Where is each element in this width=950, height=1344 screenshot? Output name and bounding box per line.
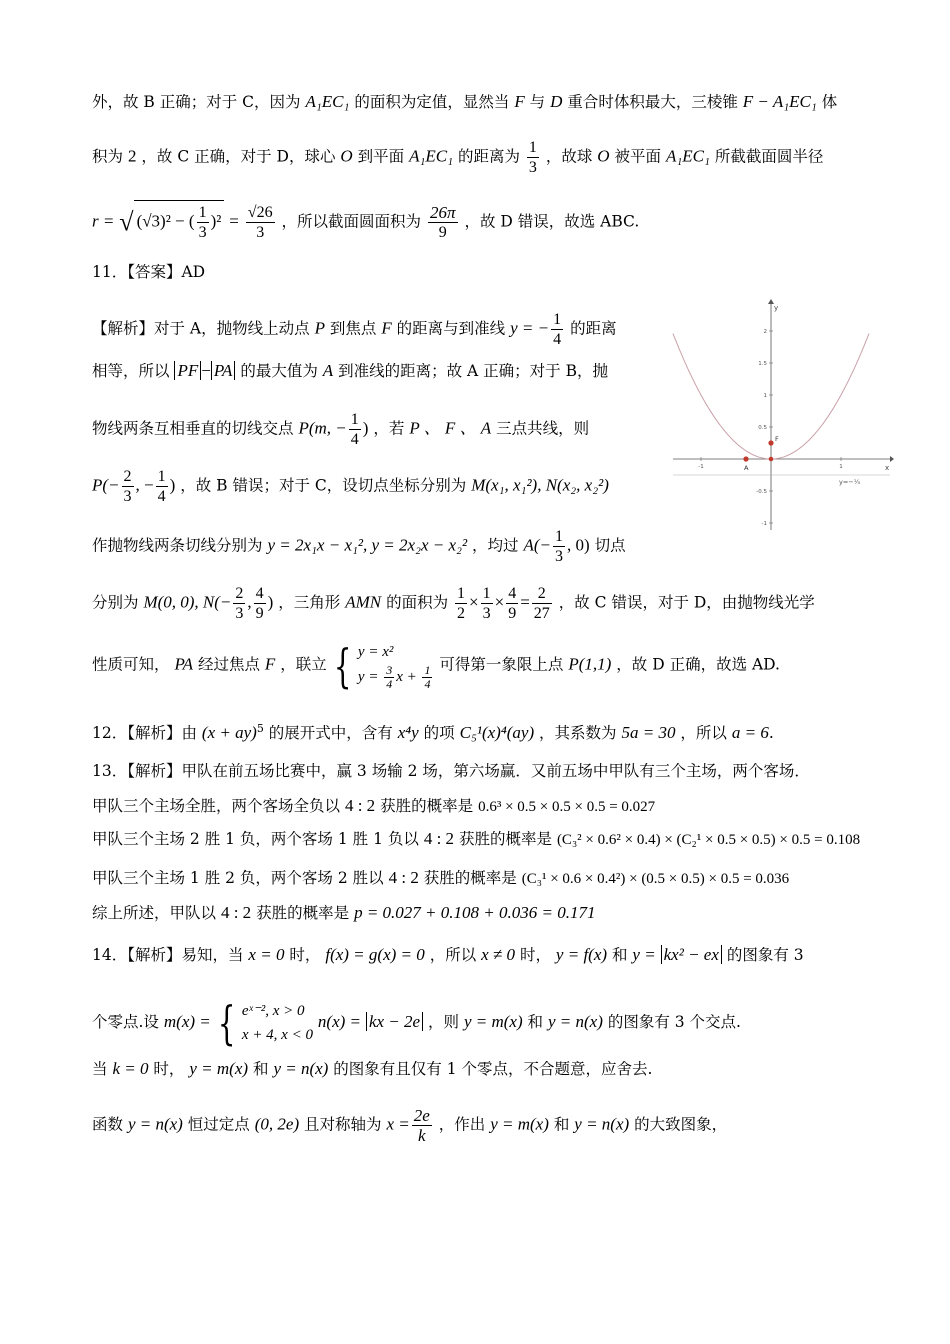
line-5: 【解析】对于 A，抛物线上动点 P 到焦点 F 的距离与到准线 y = − $\frac{1}{4}$ 的距离 [92, 311, 617, 348]
fraction-1-4: $\frac{1}{4}$ [553, 311, 562, 348]
piecewise-m: eˣ⁻², x > 0 x + 4, x < 0 [241, 1003, 313, 1043]
line-2: 积为 2 ，故 C 正确，对于 D，球心 O 到平面 A₁EC₁ 的距离为 $\frac{1}{3}$ ，故球 O 被平面 A₁EC₁ 所截截面圆半径 [92, 139, 824, 176]
point-A [743, 456, 748, 461]
line-12: 12．【解析】由 (x + ay)$^5$ 的展开式中，含有 x⁴y 的项 C₅¹(x)⁴(ay) ，其系数为 5a = 30 ，所以 a = 6. [92, 722, 774, 743]
line-7: 物线两条互相垂直的切线交点 P(m, − $\frac{1}{4}$ ) ，若 P 、 F 、 A 三点共线，则 [92, 411, 590, 448]
y-tick-label: 0.5 [758, 425, 767, 431]
line-11: 性质可知， PA 经过焦点 F ，联立 { y = x² y = $\frac{3}{4}$ x + $\frac{1}{4}$ 可得第一象限上点 P(1,1) ，故 D 正确，故选 AD. [92, 638, 780, 693]
line-20: 当 k = 0 时， y = m(x) 和 y = n(x) 的图象有且仅有 1 个零点，不合题意，应舍去. [92, 1059, 653, 1078]
line-21: 函数 y = n(x) 恒过定点 (0, 2e) 且对称轴为 x = $\frac{2e}{k}$ ，作出 y = m(x) 和 y = n(x) 的大致图象， [92, 1106, 728, 1145]
line-16: 甲队三个主场 1 胜 2 负，两个客场 2 胜以 4 : 2 获胜的概率是 (C₃¹ × 0.6 × 0.4²) × (0.5 × 0.5) × 0.5 = 0.036 [92, 868, 790, 887]
q11-answer: 11．【答案】AD [92, 263, 206, 281]
fraction-26pi-9: $\frac{26\pi}{9}$ [429, 202, 456, 241]
y-tick-label: 1.5 [758, 361, 767, 367]
y-tick-label: -0.5 [756, 489, 767, 495]
line-1: 外，故 B 正确；对于 C，因为 A₁EC₁ 的面积为定值，显然当 F 与 D 重合时体积最大，三棱锥 F − A₁EC₁ 体 [92, 92, 838, 111]
radical: (√3)² − ( $\frac{1}{3}$ )² [134, 200, 225, 242]
point-origin [769, 457, 774, 462]
x-tick-label: -1 [698, 464, 704, 470]
line-3: r = √ (√3)² − ( $\frac{1}{3}$ )² = $\frac{√26}{3}$ ，所以截面圆面积为 $\frac{26\pi}{9}$ ，故 D 错误，故选 ABC. [92, 200, 639, 242]
point-F-label: F [775, 435, 779, 443]
line-10: 分别为 M(0, 0), N(− $\frac{2}{3}$ , $\frac{4}{9}$ ) ，三角形 AMN 的面积为 $\frac{1}{2}$ × $\frac{1}{3}$ × $\frac{4}{9}$ = $\frac{2}{27}$ ，故 C 错误，对于 D，由抛物线光学 [92, 585, 815, 622]
y-tick-label: -1 [761, 521, 767, 527]
parabola-graph [671, 298, 894, 533]
point-F [768, 440, 773, 445]
fraction-one-third: $\frac{1}{3}$ [528, 139, 537, 176]
graph-background [671, 298, 894, 533]
x-tick-label: 1 [839, 464, 843, 470]
point-A-label: A [744, 464, 749, 472]
x-axis-label: x [885, 464, 890, 472]
system-of-equations: y = x² y = $\frac{3}{4}$ x + $\frac{1}{4}$ [357, 644, 431, 691]
line-17: 综上所述，甲队以 4 : 2 获胜的概率是 p = 0.027 + 0.108 + 0.036 = 0.171 [92, 903, 596, 922]
line-13: 13．【解析】甲队在前五场比赛中，赢 3 场输 2 场，第六场赢．又前五场中甲队有三个主场，两个客场． [92, 762, 810, 780]
line-15: 甲队三个主场 2 胜 1 负，两个客场 1 胜 1 负以 4 : 2 获胜的概率是 (C₃² × 0.6² × 0.4) × (C₂¹ × 0.5 × 0.5) × 0.5 = 0.108 [92, 829, 861, 848]
line-18: 14．【解析】易知，当 x = 0 时， f(x) = g(x) = 0 ，所以 x ≠ 0 时， y = f(x) 和 y = kx² − ex 的图象有 3 [92, 945, 804, 964]
line-14: 甲队三个主场全胜，两个客场全负以 4 : 2 获胜的概率是 0.6³ × 0.5 × 0.5 × 0.5 = 0.027 [92, 796, 656, 815]
y-tick-label: 2 [763, 329, 767, 335]
y-tick-label: 1 [763, 393, 767, 399]
line-9: 作抛物线两条切线分别为 y = 2x₁x − x₁², y = 2x₂x − x₂² ，均过 A(− $\frac{1}{3}$ , 0) 切点 [92, 528, 626, 565]
fraction-sqrt26-3: $\frac{√26}{3}$ [247, 203, 273, 241]
directrix-label: y=−¼ [839, 478, 861, 486]
y-axis-label: y [774, 304, 779, 312]
line-6: 相等，所以 PF − PA 的最大值为 A 到准线的距离；故 A 正确；对于 B，抛 [92, 361, 608, 380]
line-8: P(− $\frac{2}{3}$ , − $\frac{1}{4}$ ) ，故 B 错误；对于 C，设切点坐标分别为 M(x₁, x₁²), N(x₂, x₂²) [92, 468, 609, 505]
line-19: 个零点.设 m(x) = { eˣ⁻², x > 0 x + 4, x < 0 n(x) = kx − 2e ，则 y = m(x) 和 y = n(x) 的图象有 3 个交点. [92, 996, 741, 1050]
